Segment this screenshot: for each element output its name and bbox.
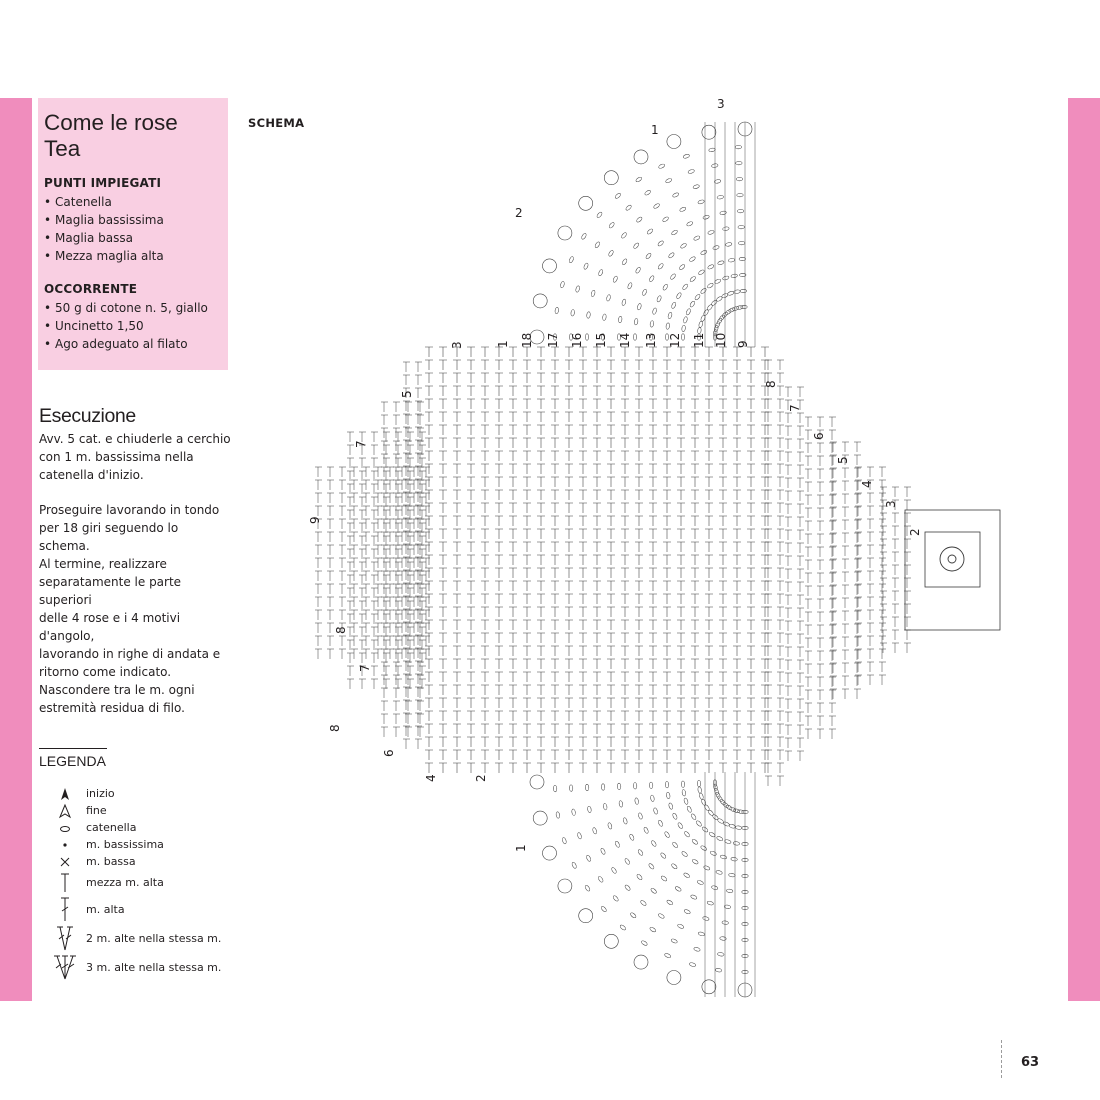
list-item: • Mezza maglia alta [44,247,222,265]
round-label: 8 [764,380,778,388]
legend-label: fine [86,804,107,817]
round-label: 4 [860,480,874,488]
legend-item [52,854,232,871]
list-item: • Maglia bassissima [44,211,222,229]
stitches-heading: PUNTI IMPIEGATI [44,176,162,190]
round-label: 7 [358,664,372,672]
list-item: • Catenella [44,193,222,211]
round-label: 18 [520,332,534,348]
half-double-crochet-icon [52,871,78,895]
round-label: 11 [692,332,706,348]
list-item: • Ago adeguato al filato [44,335,222,353]
legend-label: mezza m. alta [86,876,164,889]
round-label: 17 [546,332,560,348]
legend-heading: LEGENDA [39,748,107,769]
materials-list [44,299,222,353]
legend-item [52,820,232,837]
title-box [38,98,228,370]
chain-stitch-icon [52,820,78,837]
legend [52,786,232,982]
round-label: 4 [424,774,438,782]
legend-label: inizio [86,787,115,800]
round-label: 3 [717,97,725,111]
chart-round-labels [308,97,922,852]
execution-text [39,430,231,717]
round-label: 9 [308,516,322,524]
legend-item [52,871,232,895]
end-arrow-icon [52,803,78,820]
two-double-crochet-icon [52,924,78,953]
round-label: 5 [400,390,414,398]
round-label: 8 [334,626,348,634]
round-label: 10 [714,332,728,348]
legend-label: catenella [86,821,137,834]
left-decorative-band [0,98,32,1001]
pattern-title [44,110,222,162]
round-label: 16 [570,332,584,348]
list-item: • Uncinetto 1,50 [44,317,222,335]
legend-label: 3 m. alte nella stessa m. [86,961,222,974]
legend-item [52,895,232,924]
round-label: 5 [836,456,850,464]
execution-heading: Esecuzione [39,405,136,427]
round-label: 2 [908,528,922,536]
list-item: • 50 g di cotone n. 5, giallo [44,299,222,317]
round-label: 6 [812,432,826,440]
legend-label: m. alta [86,903,125,916]
three-double-crochet-icon [52,953,78,982]
round-label: 8 [328,724,342,732]
right-decorative-band [1068,98,1100,1001]
start-arrow-icon [52,786,78,803]
legend-label: m. bassa [86,855,136,868]
round-label: 13 [644,332,658,348]
round-label: 1 [651,123,659,137]
legend-label: m. bassissima [86,838,164,851]
round-label: 2 [474,774,488,782]
materials-heading: OCCORRENTE [44,282,138,296]
legend-item [52,924,232,953]
round-label: 6 [382,749,396,757]
legend-item [52,803,232,820]
legend-item [52,837,232,854]
single-crochet-icon [52,854,78,871]
page-number: 63 [1021,1055,1040,1070]
legend-item [52,953,232,982]
stitches-list [44,193,222,265]
round-label: 1 [496,340,510,348]
list-item: • Maglia bassa [44,229,222,247]
pattern-title-line2: Tea [44,136,81,161]
round-label: 7 [354,440,368,448]
round-label: 3 [450,341,464,349]
slip-stitch-icon [52,837,78,854]
page-divider [1001,1040,1002,1078]
chart-grid [315,122,1000,997]
execution-paragraph-2: Proseguire lavorando in tondo per 18 giri seguendo lo schema. Al termine, realizzare separatamente le parte superiori delle 4 rose e i 4 motivi d'angolo, lavorando in righe di andata e ritorno come indicato. Nascondere tra le m. ogni estremità residua di filo. [39,503,221,715]
round-label: 14 [618,332,632,348]
round-label: 1 [514,844,528,852]
round-label: 15 [594,332,608,348]
legend-label: 2 m. alte nella stessa m. [86,932,222,945]
crochet-chart [285,92,1015,1037]
pattern-title-line1: Come le rose [44,110,178,135]
execution-paragraph-1: Avv. 5 cat. e chiuderle a cerchio con 1 m. bassissima nella catenella d'inizio. [39,432,231,482]
round-label: 7 [788,404,802,412]
round-label: 2 [515,206,523,220]
round-label: 3 [884,500,898,508]
legend-item [52,786,232,803]
schema-label: SCHEMA [248,116,305,130]
round-label: 12 [668,332,682,348]
double-crochet-icon [52,895,78,924]
round-label: 9 [736,340,750,348]
